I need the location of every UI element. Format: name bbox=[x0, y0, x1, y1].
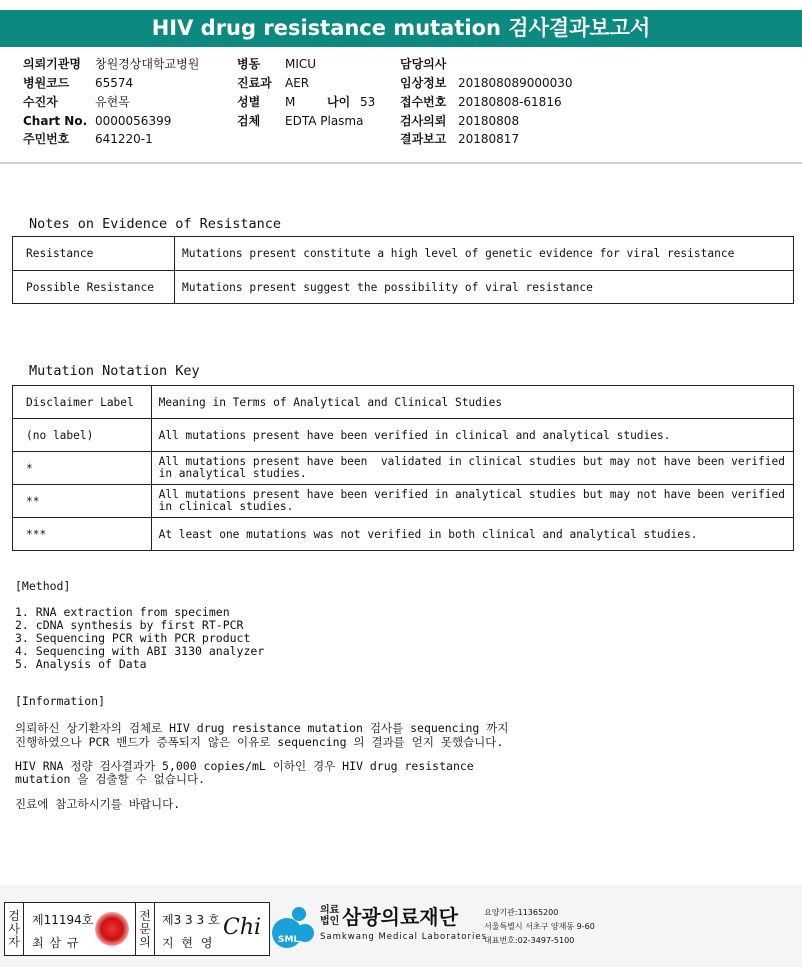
information-para: HIV RNA 정량 검사결과가 5,000 copies/mL 이하인 경우 HIV drug resistance mutation 을 검출할 수 없습니다. bbox=[15, 759, 474, 786]
label-sex: 성별 bbox=[237, 95, 261, 109]
value-request-date: 20180808 bbox=[458, 114, 520, 128]
org-name: 삼광의료재단 bbox=[342, 905, 458, 929]
key-meaning: All mutations present have been verified in clinical and analytical studies. bbox=[151, 419, 793, 452]
label-specimen: 검체 bbox=[237, 114, 261, 128]
key-meaning: All mutations present have been validated in clinical studies but may not have been verified in analytical studies. bbox=[151, 452, 793, 485]
label-institution: 의뢰기관명 bbox=[23, 57, 81, 71]
examiner-label bbox=[5, 903, 24, 955]
table-row bbox=[13, 386, 794, 419]
table-row bbox=[13, 485, 794, 518]
value-chart-no: 0000056399 bbox=[95, 114, 172, 128]
header-col1 bbox=[23, 56, 199, 147]
value-ward: MICU bbox=[285, 57, 317, 71]
key-label: Disclaimer Label bbox=[13, 386, 152, 419]
information-para: 진료에 참고하시기를 바랍니다. bbox=[15, 797, 181, 811]
value-hospital-code: 65574 bbox=[95, 76, 134, 90]
specialist-name: 지 현 영 bbox=[162, 936, 215, 950]
org-prefix: 의료법인 bbox=[320, 905, 340, 927]
label-chart-no: Chart No. bbox=[23, 114, 88, 128]
notes-desc: Mutations present suggest the possibility of viral resistance bbox=[175, 271, 794, 304]
specialist-label-text: 전 문 의 bbox=[139, 909, 151, 949]
method-step: 2. cDNA synthesis by first RT-PCR bbox=[15, 618, 244, 632]
method-step: 1. RNA extraction from specimen bbox=[15, 605, 230, 619]
label-receipt-no: 접수번호 bbox=[400, 95, 447, 109]
label-request-date: 검사의뢰 bbox=[400, 114, 447, 128]
key-meaning: At least one mutations was not verified in both clinical and analytical studies. bbox=[151, 518, 793, 551]
report-title: HIV drug resistance mutation 검사결과보고서 bbox=[0, 10, 802, 47]
key-meaning: Meaning in Terms of Analytical and Clinical Studies bbox=[151, 386, 793, 419]
notes-title: Notes on Evidence of Resistance bbox=[29, 216, 281, 232]
specialist-signature: Chi bbox=[223, 915, 262, 940]
value-resident-no: 641220-1 bbox=[95, 132, 153, 146]
information-para: 의뢰하신 상기환자의 검체로 HIV drug resistance mutation 검사를 sequencing 까지 진행하였으나 PCR 밴드가 증폭되지 않은 이유로 sequencing 의 결과를 얻지 못했습니다. bbox=[15, 721, 509, 749]
signature-box bbox=[4, 902, 270, 956]
examiner-name: 최 삼 규 bbox=[32, 936, 80, 950]
specialist-label bbox=[135, 903, 155, 955]
value-department: AER bbox=[285, 76, 310, 90]
information-heading: [Information] bbox=[15, 694, 106, 708]
label-ward: 병동 bbox=[237, 57, 261, 71]
header-col3 bbox=[400, 56, 573, 147]
notes-table bbox=[12, 236, 794, 304]
header-col2 bbox=[237, 56, 375, 129]
method-step: 5. Analysis of Data bbox=[15, 657, 147, 671]
label-resident-no: 주민번호 bbox=[23, 132, 70, 146]
examiner-seal bbox=[95, 912, 129, 946]
value-sex: M bbox=[285, 95, 296, 109]
value-clinical-info: 201808089000030 bbox=[458, 76, 573, 90]
label-patient: 수진자 bbox=[23, 95, 58, 109]
label-department: 진료과 bbox=[237, 76, 272, 90]
notes-desc: Mutations present constitute a high level of genetic evidence for viral resistance bbox=[175, 237, 794, 271]
contact-line: 대표번호:02-3497-5100 bbox=[484, 936, 575, 945]
table-row bbox=[13, 237, 794, 271]
examiner-no: 제11194호 bbox=[32, 913, 94, 927]
key-meaning: All mutations present have been verified in analytical studies but may not have been verified in clinical studies. bbox=[151, 485, 793, 518]
key-label: (no label) bbox=[13, 419, 152, 452]
contact-line: 서울특별시 서초구 양재동 9-60 bbox=[484, 922, 595, 931]
org-contact bbox=[484, 906, 595, 948]
table-row bbox=[13, 452, 794, 485]
key-title: Mutation Notation Key bbox=[29, 363, 200, 379]
logo-text: SML bbox=[278, 935, 300, 945]
method-heading: [Method] bbox=[15, 579, 71, 593]
key-table bbox=[12, 385, 794, 551]
table-row bbox=[13, 271, 794, 304]
label-report-date: 결과보고 bbox=[400, 132, 447, 146]
specialist-no: 제3 3 3 호 bbox=[162, 913, 220, 927]
key-label: *** bbox=[13, 518, 152, 551]
table-row bbox=[13, 419, 794, 452]
label-physician: 담당의사 bbox=[400, 57, 447, 71]
label-hospital-code: 병원코드 bbox=[23, 76, 70, 90]
method-step: 4. Sequencing with ABI 3130 analyzer bbox=[15, 644, 265, 658]
notes-term: Resistance bbox=[13, 237, 175, 271]
value-receipt-no: 20180808-61816 bbox=[458, 95, 562, 109]
examiner-label-text: 검 사 자 bbox=[8, 909, 20, 949]
value-report-date: 20180817 bbox=[458, 132, 520, 146]
org-english: Samkwang Medical Laboratories bbox=[320, 932, 488, 942]
method-step: 3. Sequencing PCR with PCR product bbox=[15, 631, 251, 645]
notes-term: Possible Resistance bbox=[13, 271, 175, 304]
key-label: ** bbox=[13, 485, 152, 518]
contact-line: 요양기관:11365200 bbox=[484, 908, 559, 917]
label-clinical-info: 임상정보 bbox=[400, 76, 447, 90]
table-row bbox=[13, 518, 794, 551]
value-age: 53 bbox=[360, 95, 376, 109]
key-label: * bbox=[13, 452, 152, 485]
value-institution: 창원경상대학교병원 bbox=[95, 57, 200, 71]
value-specimen: EDTA Plasma bbox=[285, 114, 364, 128]
header-divider bbox=[0, 162, 802, 164]
value-patient: 유현목 bbox=[95, 95, 130, 109]
label-age: 나이 bbox=[327, 95, 351, 109]
